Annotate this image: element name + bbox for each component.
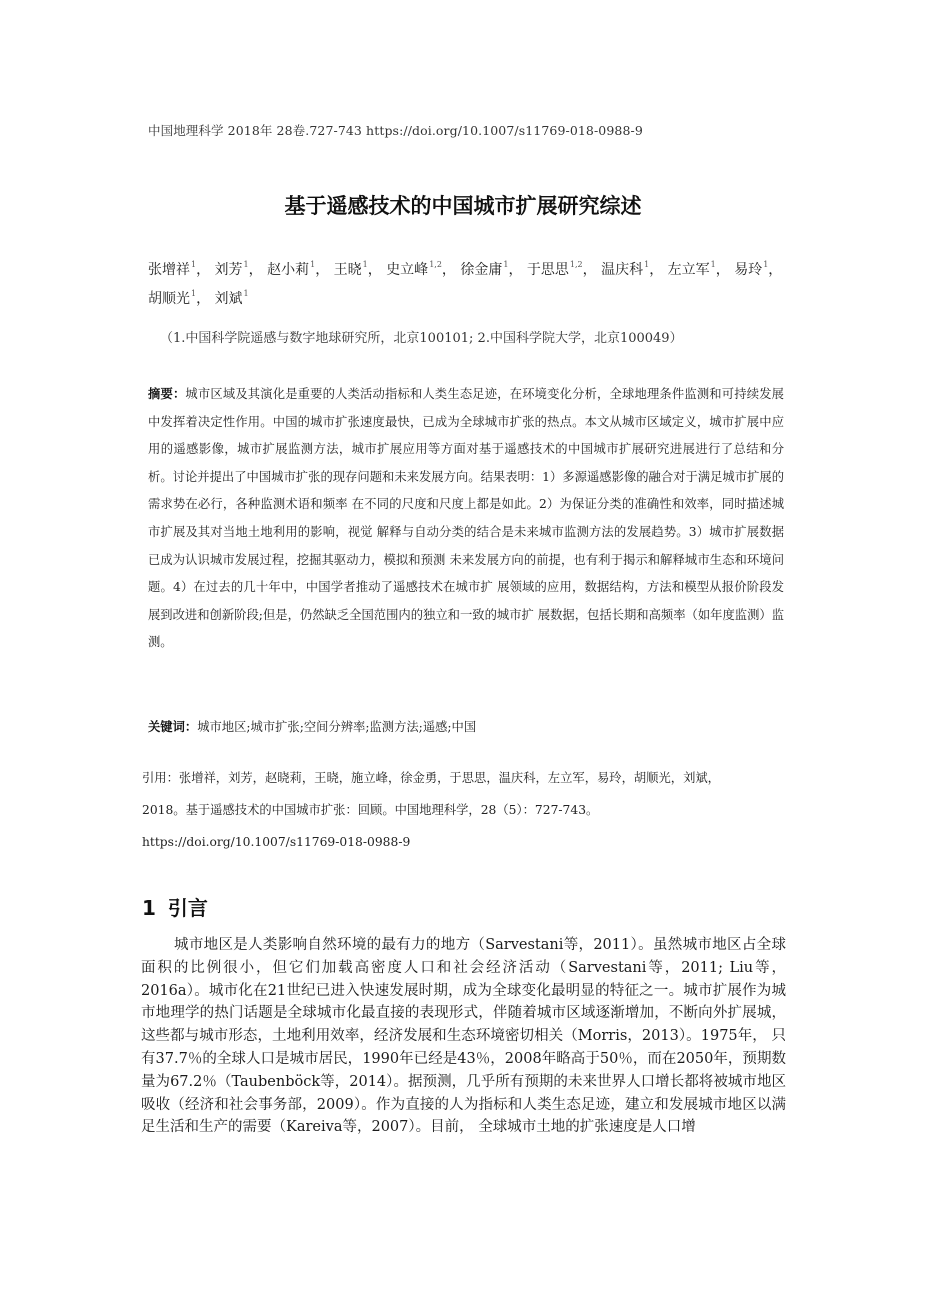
citation-line: 2018。基于遥感技术的中国城市扩张：回顾。中国地理科学，28（5）：727-743。 xyxy=(142,803,599,817)
citation-line: 引用：张增祥，刘芳，赵晓莉，王晓，施立峰，徐金勇，于思思，温庆科，左立军，易玲，胡顺光，刘斌， xyxy=(142,771,720,785)
author: 胡顺光$^1$， xyxy=(148,289,211,307)
section-number: 1 xyxy=(142,896,156,920)
author: 王晓$^1$， xyxy=(333,260,382,278)
section-heading xyxy=(142,892,208,921)
citation-doi-link[interactable]: https://doi.org/10.1007/s11769-018-0988-9 xyxy=(142,835,411,849)
author: 徐金庸$^1$， xyxy=(460,260,523,278)
keywords xyxy=(148,716,788,738)
paper-title: 基于遥感技术的中国城市扩展研究综述 xyxy=(284,194,642,218)
abstract-text: 城市区域及其演化是重要的人类活动指标和人类生态足迹，在环境变化分析，全球地理条件监测和可持续发展中发挥着决定性作用。中国的城市扩张速度最快，已成为全球城市扩张的热点。本文从城市区域定义，城市扩展中应用的遥感影像，城市扩展监测方法，城市扩展应用等方面对基于遥感技术的中国城市扩展研究进展进行了总结和分析。讨论并提出了中国城市扩张的现存问题和未来发展方向。结果表明：1）多源遥感影像的融合对于满足城市扩展的需求势在必行，各种监测术语和频率 在不同的尺度和尺度上都是如此。2）为保证分类的准确性和效率，同时描述城市扩展及其对当地土地利用的影响，视觉 解释与自动分类的结合是未来城市监测方法的发展趋势。3）城市扩展数据已成为认识城市发展过程，挖掘其驱动力，模拟和预测 未来发展方向的前提，也有利于揭示和解释城市生态和环境问题。4）在过去的几十年中，中国学者推动了遥感技术在城市扩 展领域的应用，数据结构，方法和模型从报价阶段发展到改进和创新阶段;但是，仍然缺乏全国范围内的独立和一致的城市扩 展数据，包括长期和高频率（如年度监测）监测。 xyxy=(148,387,784,650)
author: 张增祥$^1$， xyxy=(148,260,211,278)
author: 于思思$^{1,2}$， xyxy=(526,260,597,278)
keywords-label: 关键词： xyxy=(148,720,198,734)
affiliation: （1.中国科学院遥感与数字地球研究所，北京100101; 2.中国科学院大学，北京100049） xyxy=(160,331,683,346)
author: 刘斌$^1$ xyxy=(214,289,249,307)
author: 易玲$^1$， xyxy=(734,260,783,278)
journal-header: 中国地理科学 2018年 28卷.727-743 https://doi.org/10.1007/s11769-018-0988-9 xyxy=(148,123,643,138)
author: 赵小莉$^1$， xyxy=(267,260,330,278)
citation-block xyxy=(142,762,792,858)
author: 史立峰$^{1,2}$， xyxy=(386,260,456,278)
author: 左立军$^1$， xyxy=(667,260,730,278)
keywords-text: 城市地区;城市扩张;空间分辨率;监测方法;遥感;中国 xyxy=(197,720,477,734)
body-paragraph: 城市地区是人类影响自然环境的最有力的地方（Sarvestani等，2011）。虽然城市地区占全球面积的比例很小，但它们加载高密度人口和社会经济活动（Sarvestani等，2011; Liu等，2016a）。城市化在21世纪已进入快速发展时期，成为全球变化最明显的特征之一。城市扩展作为城市地理学的热门话题是全球城市化最直接的表现形式，伴随着城市区域逐渐增加，不断向外扩展城，这些都与城市形态，土地利用效率，经济发展和生态环境密切相关（Morris，2013）。1975年， 只有37.7％的全球人口是城市居民，1990年已经是43％，2008年略高于50％，而在2050年，预期数量为67.2％（Taubenböck等，2014）。据预测，几乎所有预期的未来世界人口增长都将被城市地区吸收（经济和社会事务部，2009）。作为直接的人为指标和人类生态足迹，建立和发展城市地区以满足生活和生产的需要（Kareiva等，2007）。目前， 全球城市土地的扩张速度是人口增 xyxy=(141,937,786,1136)
abstract xyxy=(148,381,784,657)
abstract-label: 摘要： xyxy=(148,387,186,401)
section-title: 引言 xyxy=(167,896,208,920)
author: 温庆科$^1$， xyxy=(601,260,664,278)
author-list xyxy=(148,253,798,311)
author: 刘芳$^1$， xyxy=(214,260,263,278)
